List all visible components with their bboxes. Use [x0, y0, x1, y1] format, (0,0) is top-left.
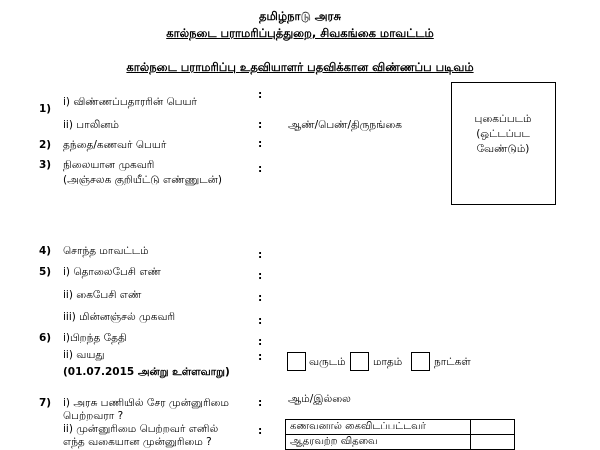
photo-box[interactable] [451, 82, 556, 205]
permanent-address-label: நிலையான முகவரி [63, 159, 155, 171]
priority-check-cell[interactable] [471, 420, 515, 435]
native-district-label: சொந்த மாவட்டம் [63, 245, 149, 257]
priority-check-cell[interactable] [471, 435, 515, 450]
priority-type-cell: ஆதரவற்ற விதவை [286, 435, 471, 450]
priority-type-label: ii) முன்னுரிமை பெற்றவர் எனில் [63, 423, 219, 435]
father-husband-name-label: தந்தை/கணவர் பெயர் [63, 139, 167, 151]
pincode-note: (அஞ்சலக குறியீட்டு எண்ணுடன்) [63, 174, 222, 186]
colon: : [258, 315, 263, 327]
priority-type-cell: கணவனால் கைவிடப்பட்டவர் [286, 420, 471, 435]
priority-type-label-cont: எந்த வகையான முன்னுரிமை ? [63, 436, 212, 448]
colon: : [258, 163, 263, 175]
applicant-name-label: i) விண்ணப்பதாரரின் பெயர் [63, 96, 197, 108]
item-number-4: 4) [39, 245, 52, 257]
form-title: கால்நடை பராமரிப்பு உதவியாளர் பதவிக்கான விண்ணப்ப படிவம் [126, 60, 474, 74]
photo-box-line3: வேண்டும்) [476, 143, 530, 155]
age-years-box[interactable] [287, 352, 306, 371]
age-label: ii) வயது [63, 349, 105, 361]
priority-question-label-cont: பெற்றவரா ? [63, 410, 124, 422]
colon: : [258, 138, 263, 150]
age-months-label: மாதம் [373, 356, 403, 368]
government-heading: தமிழ்நாடு அரசு [259, 9, 341, 23]
email-label: iii) மின்னஞ்சல் முகவரி [63, 311, 176, 323]
colon: : [258, 351, 263, 363]
colon: : [258, 425, 263, 437]
priority-type-table [285, 419, 515, 450]
age-years-label: வருடம் [309, 356, 346, 368]
table-row [286, 435, 515, 450]
priority-question-label: i) அரசு பணியில் சேர முன்னுரிமை [63, 397, 229, 409]
item-number-5: 5) [39, 266, 52, 278]
colon: : [258, 119, 263, 131]
mobile-label: ii) கைபேசி எண் [63, 289, 142, 301]
priority-yes-no: ஆம்/இல்லை [288, 393, 351, 405]
age-months-box[interactable] [350, 352, 369, 371]
gender-label: ii) பாலினம் [63, 119, 119, 131]
photo-box-line1: புகைப்படம் [474, 113, 532, 125]
photo-box-line2: (ஒட்டப்பட [476, 128, 530, 140]
colon: : [258, 397, 263, 409]
dob-label: i)பிறந்த தேதி [63, 332, 127, 344]
colon: : [258, 89, 263, 101]
age-reference-note: (01.07.2015 அன்று உள்ளவாறு) [63, 366, 230, 378]
item-number-7: 7) [39, 397, 52, 409]
telephone-label: i) தொலைபேசி எண் [63, 266, 161, 278]
colon: : [258, 292, 263, 304]
gender-options: ஆண்/பெண்/திருநங்கை [288, 119, 402, 131]
table-row [286, 420, 515, 435]
item-number-1: 1) [39, 103, 52, 115]
item-number-6: 6) [39, 332, 52, 344]
item-number-2: 2) [39, 139, 52, 151]
colon: : [258, 336, 263, 348]
colon: : [258, 249, 263, 261]
department-heading: கால்நடை பராமரிப்புத்துறை, சிவகங்கை மாவட்டம் [166, 26, 434, 40]
item-number-3: 3) [39, 159, 52, 171]
colon: : [258, 270, 263, 282]
age-days-box[interactable] [411, 352, 430, 371]
age-days-label: நாட்கள் [434, 356, 471, 368]
